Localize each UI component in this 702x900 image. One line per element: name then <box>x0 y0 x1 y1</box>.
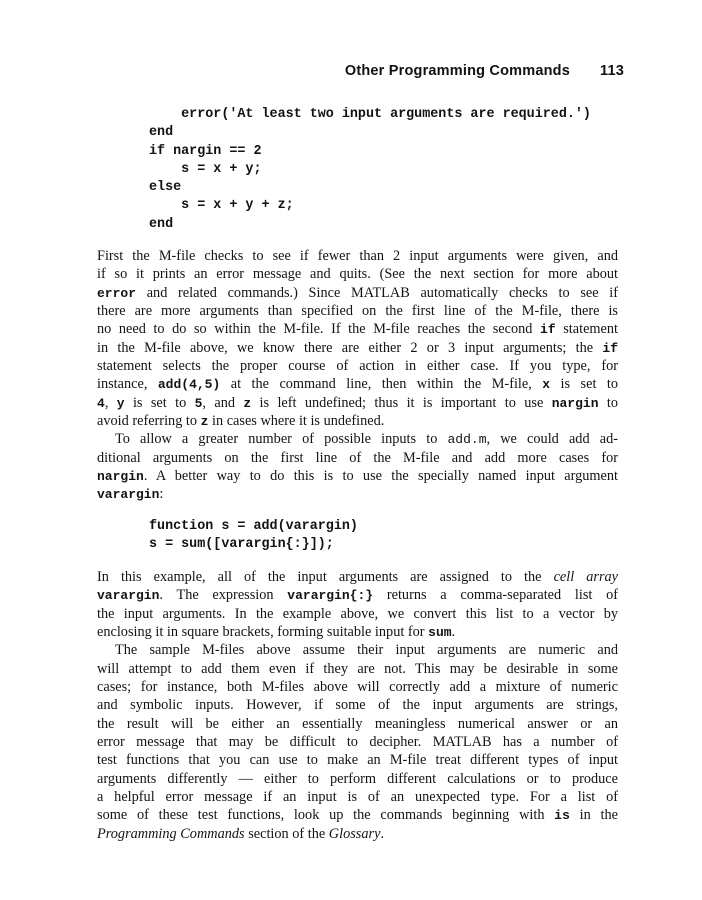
text-line <box>97 678 618 696</box>
text-segment-rm: cases; for instance, both M-files above will correctly add a mixture of numeric <box>97 679 618 696</box>
text-line <box>97 357 618 375</box>
text-segment-tt: z <box>200 414 209 430</box>
text-segment-rm: To allow a greater number of possible inputs to <box>115 431 448 448</box>
text-segment-tt: sum <box>428 625 452 641</box>
text-segment-rm: returns a comma-separated list of <box>373 587 619 604</box>
text-segment-rm: the result will be either an essentially meaningless numerical answer or an <box>97 715 618 732</box>
text-segment-rm: avoid referring to <box>97 413 201 430</box>
text-line <box>97 284 618 302</box>
text-segment-rm: is set to <box>550 376 618 393</box>
text-line <box>97 568 618 586</box>
text-segment-tt: 4 <box>97 395 105 411</box>
text-segment-rm: in the M-file above, we know there are either 2 or 3 input arguments; the <box>97 339 603 356</box>
code-line: s = x + y + z; <box>149 198 294 214</box>
text-segment-ttl: add.m <box>447 432 487 448</box>
text-line <box>97 733 618 751</box>
text-segment-rm: a helpful error message if an input is of an unexpected type. For a list of <box>97 789 618 806</box>
text-line <box>97 375 618 393</box>
section-title: Other Programming Commands <box>344 63 570 79</box>
text-segment-rm: will attempt to add them even if they are not. This may be desirable in some <box>97 660 618 677</box>
body-text-flow-2 <box>97 568 618 843</box>
text-segment-rm: section of the <box>244 825 329 842</box>
text-segment-it: cell array <box>553 569 618 585</box>
text-line <box>97 467 618 485</box>
text-segment-tt: if <box>540 322 556 338</box>
text-segment-rm: to <box>598 394 618 411</box>
text-segment-tt: z <box>243 395 252 411</box>
code-line: s = sum([varargin{:}]); <box>149 537 334 553</box>
text-line <box>97 394 618 412</box>
running-header <box>97 63 624 79</box>
text-segment-tt: y <box>116 395 125 411</box>
text-line <box>97 430 618 448</box>
text-segment-rm: no need to do so within the M-file. If the M-file reaches the second <box>97 321 541 338</box>
code-block-varargin-add <box>149 518 358 555</box>
text-segment-rm: statement selects the proper course of action in either case. If you type, for <box>97 358 618 375</box>
text-segment-tt: varargin{:} <box>287 588 374 604</box>
text-segment-rm: . <box>380 825 385 842</box>
text-segment-rm: . A better way to do this is to use the specially named input argument <box>143 468 618 485</box>
text-line <box>97 623 618 641</box>
text-segment-tt: x <box>542 377 551 393</box>
text-segment-rm: . <box>451 624 456 641</box>
text-segment-tt: nargin <box>551 395 599 411</box>
text-segment-rm: instance, <box>97 376 158 393</box>
code-line: s = x + y; <box>149 161 262 177</box>
text-line <box>97 412 618 430</box>
text-segment-rm: . The expression <box>159 587 288 604</box>
text-segment-rm: and symbolic inputs. However, if some of the input arguments are strings, <box>97 697 618 714</box>
text-segment-tt: error <box>97 285 137 301</box>
code-line: end <box>149 125 174 141</box>
text-line <box>97 715 618 733</box>
text-line <box>97 660 618 678</box>
text-segment-it: Programming Commands <box>97 825 245 842</box>
text-line <box>97 696 618 714</box>
code-line: if nargin == 2 <box>149 143 262 159</box>
text-segment-rm: The sample M-files above assume their input arguments are numeric and <box>115 642 618 659</box>
text-segment-rm: error message that may be difficult to decipher. MATLAB has a number of <box>97 734 618 751</box>
text-line <box>97 247 618 265</box>
body-text-flow-1 <box>97 247 618 504</box>
text-segment-it: Glossary <box>328 825 381 842</box>
text-line <box>97 751 618 769</box>
text-line <box>97 449 618 467</box>
text-segment-rm: enclosing it in square brackets, forming suitable input for <box>97 624 429 641</box>
text-segment-rm: , we could add ad- <box>486 431 619 448</box>
text-line <box>97 339 618 357</box>
text-segment-tt: add(4,5) <box>157 377 221 393</box>
text-segment-rm: in the <box>569 807 618 824</box>
text-segment-rm: arguments differently — either to perform different calculations or to produce <box>97 770 618 787</box>
code-line: else <box>149 180 182 196</box>
text-segment-rm: and related commands.) Since MATLAB automatically checks to see if <box>136 284 618 301</box>
text-segment-rm: the input arguments. In the example above, we convert this list to a vector by <box>97 605 618 622</box>
code-block-mfile-add-xyz <box>149 106 591 234</box>
text-segment-rm: test functions that you can use to make an M-file treat different types of input <box>97 752 618 769</box>
text-segment-tt: nargin <box>97 469 144 485</box>
text-segment-rm: there are more arguments than specified on the first line of the M-file, there is <box>97 303 618 320</box>
text-segment-rm: if so it prints an error message and quits. (See the next section for more about <box>97 266 618 283</box>
text-segment-rm: In this example, all of the input arguments are assigned to the <box>97 569 554 585</box>
text-line <box>97 265 618 283</box>
text-segment-tt: varargin <box>97 487 160 503</box>
text-segment-tt: 5 <box>194 395 203 411</box>
text-line <box>97 320 618 338</box>
text-line <box>97 485 618 503</box>
text-segment-rm: is set to <box>124 394 195 411</box>
code-line: end <box>149 216 174 232</box>
text-segment-rm: statement <box>555 321 618 338</box>
text-segment-rm: , and <box>202 394 244 411</box>
text-segment-rm: is left undefined; thus it is important to use <box>251 394 552 411</box>
page-number: 113 <box>600 63 624 79</box>
text-segment-rm: , <box>104 394 117 411</box>
text-segment-rm: First the M-file checks to see if fewer than 2 input arguments were given, and <box>97 248 618 264</box>
text-line <box>97 770 618 788</box>
text-line <box>97 641 618 659</box>
text-segment-rm: ditional arguments on the first line of the M-file and add more cases for <box>97 449 618 466</box>
text-line <box>97 825 618 843</box>
text-segment-tt: is <box>554 808 570 824</box>
text-line <box>97 806 618 824</box>
text-line <box>97 788 618 806</box>
text-line <box>97 302 618 320</box>
text-segment-tt: if <box>602 340 618 356</box>
code-line: error('At least two input arguments are required.') <box>149 107 591 122</box>
text-line <box>97 586 618 604</box>
text-segment-rm: at the command line, then within the M-file, <box>220 376 543 393</box>
code-line: function s = add(varargin) <box>149 519 358 534</box>
text-line <box>97 605 618 623</box>
text-segment-rm: : <box>159 486 164 503</box>
text-segment-tt: varargin <box>97 588 160 604</box>
text-segment-rm: some of these test functions, look up the commands beginning with <box>97 807 555 824</box>
text-segment-rm: in cases where it is undefined. <box>208 413 385 430</box>
